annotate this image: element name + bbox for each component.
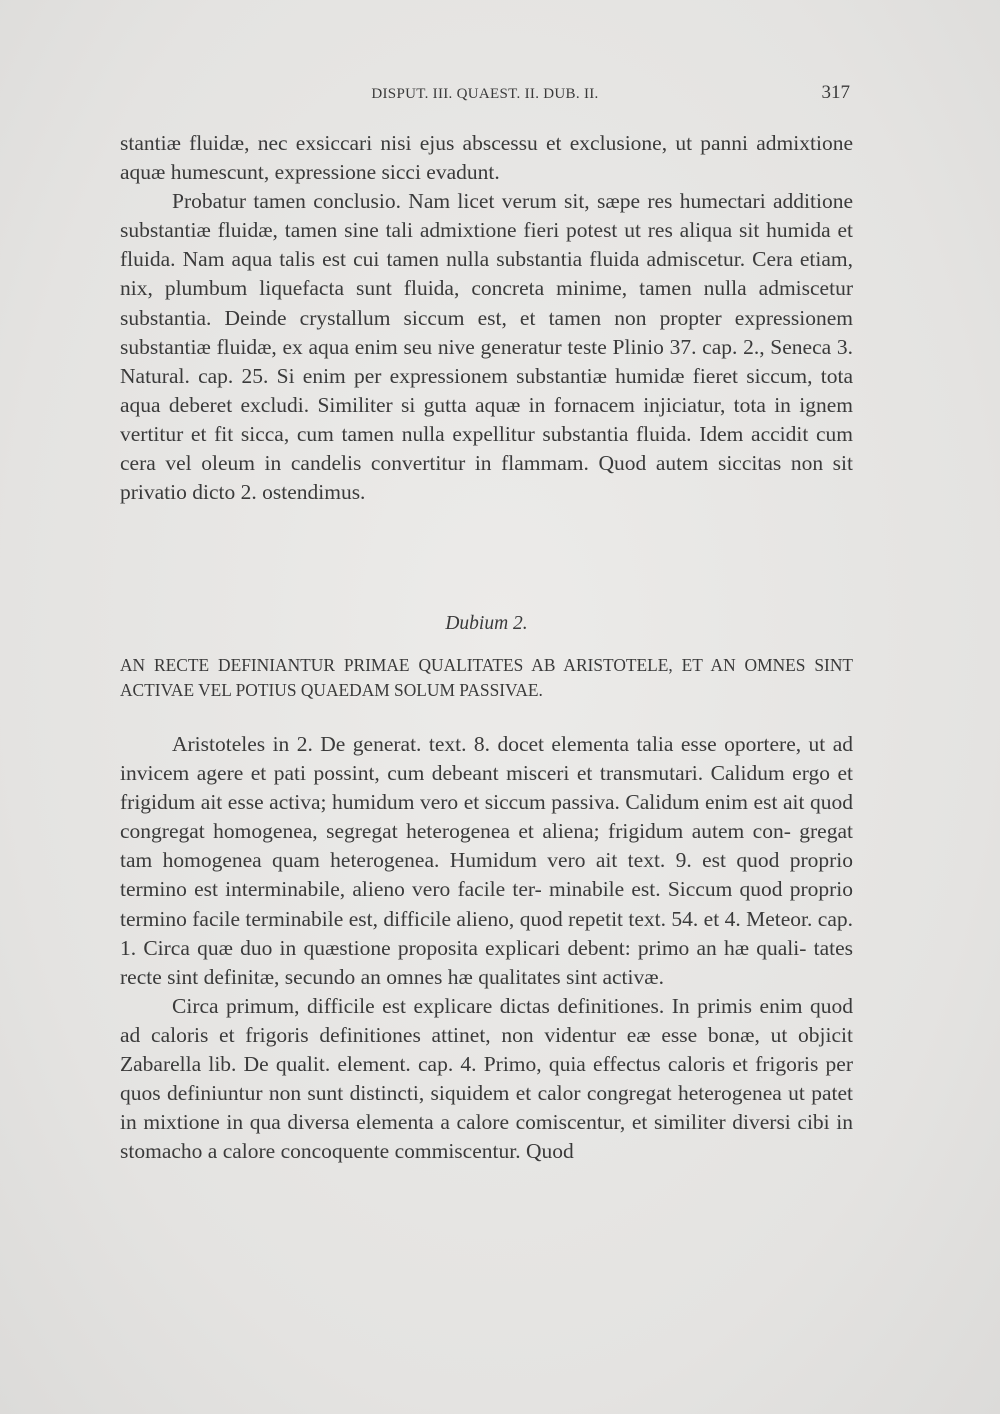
page-header [120,80,850,110]
paragraph-aristoteles: Aristoteles in 2. De generat. text. 8. docet elementa talia esse oportere, ut ad invicem agere et pati possint, cum debeant misceri et transmutari. Calidum ergo et frigidum ait esse activa; humidum vero et siccum passiva. Calidum enim est ait quod congregat homogenea, segregat heterogenea et aliena; frigidum autem con- gregat tam homogenea quam heterogenea. Humidum vero ait text. 9. est quod proprio termino est interminabile, alieno vero facile ter- minabile est. Siccum quod proprio termino facile terminabile est, difficile alieno, quod repetit text. 54. et 4. Meteor. cap. 1. Circa quæ duo in quæstione proposita explicari debent: primo an hæ quali- tates recte sint definitæ, secundo an omnes hæ qualitates sint activæ. [120,732,853,989]
paragraph-continuation: stantiæ fluidæ, nec exsiccari nisi ejus abscessu et exclusione, ut panni admixtione aquæ humescunt, expressione sicci evadunt. [120,131,853,185]
running-head: DISPUT. III. QUAEST. II. DUB. II. [371,86,599,102]
page-number: 317 [821,82,850,103]
dubium-label: Dubium 2. [445,613,528,634]
text-block-conclusion [120,129,853,507]
paragraph-probatur: Probatur tamen conclusio. Nam licet verum sit, sæpe res humectari additione substantiæ fluidæ, tamen sine tali admixtione fieri potest ut res aliqua sit humida et fluida. Nam aqua talis est cui tamen nulla substantia fluida admiscetur. Cera etiam, nix, plumbum liquefacta sunt fluida, concreta minime, tamen nulla admiscetur substantia. Deinde crystallum siccum est, et tamen non propter expressionem substantiæ fluidæ, ex aqua enim seu nive generatur teste Plinio 37. cap. 2., Seneca 3. Natural. cap. 25. Si enim per expressionem substantiæ humidæ fieret siccum, tota aqua deberet excludi. Similiter si gutta aquæ in fornacem injiciatur, tota in ignem vertitur et fit sicca, cum tamen nulla expellitur substantia fluida. Idem accidit cum cera vel oleum in candelis convertitur in flammam. Quod autem siccitas non sit privatio dicto 2. ostendimus. [120,189,853,505]
section-heading: AN RECTE DEFINIANTUR PRIMAE QUALITATES AB ARISTOTELE, ET AN OMNES SINT ACTIVAE VEL POTIUS QUAEDAM SOLUM PASSIVAE. [120,655,853,700]
text-block-aristoteles [120,730,853,1166]
paragraph-circa-primum: Circa primum, difficile est explicare dictas definitiones. In primis enim quod ad caloris et frigoris definitiones attinet, non videntur eæ esse bonæ, ut objicit Zabarella lib. De qualit. element. cap. 4. Primo, quia effectus caloris et frigoris per quos definiuntur non sunt distincti, siquidem et calor congregat heterogenea ut patet in mixtione in qua diversa elementa a calore comiscentur, et similiter diversi cibi in stomacho a calore concoquente commiscentur. Quod [120,993,853,1164]
